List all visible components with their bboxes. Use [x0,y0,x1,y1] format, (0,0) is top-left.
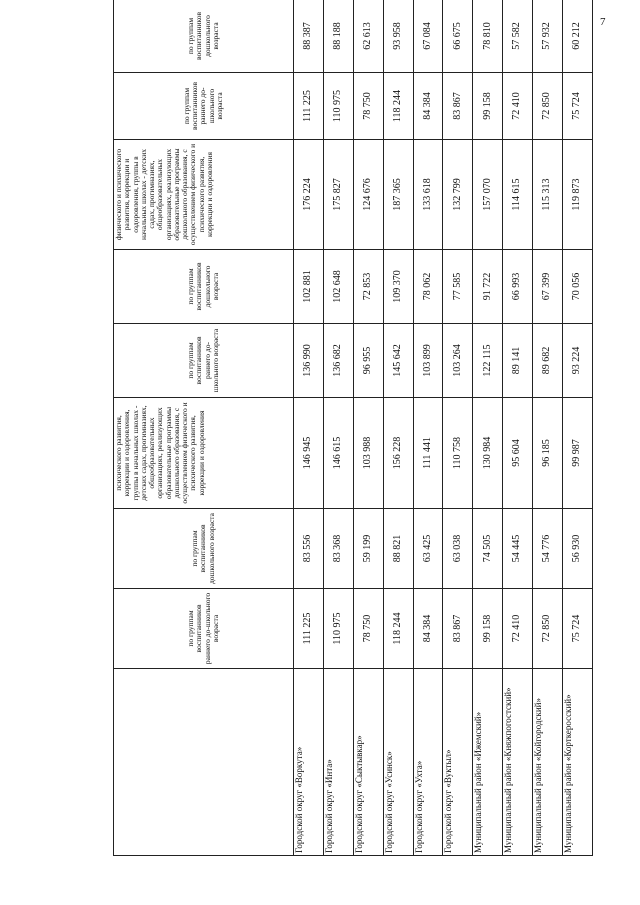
value-cell: 119 873 [563,140,593,250]
value-cell: 99 158 [473,73,503,140]
value-cell: 99 987 [563,398,593,509]
value-cell: 146 615 [323,398,353,509]
header-row [114,0,294,856]
value-cell: 88 821 [383,509,413,589]
region-name: Муниципальный район «Ижемский» [473,669,503,856]
value-cell: 99 158 [473,589,503,669]
value-cell: 122 115 [473,324,503,398]
value-cell: 187 365 [383,140,413,250]
value-cell: 75 724 [563,589,593,669]
region-name: Городской округ «Воркута» [294,669,324,856]
value-cell: 56 930 [563,509,593,589]
value-cell: 72 850 [533,73,563,140]
value-cell: 103 264 [443,324,473,398]
value-cell: 88 188 [323,0,353,73]
value-cell: 88 387 [294,0,324,73]
table-row [323,0,353,856]
value-cell: 84 384 [413,589,443,669]
value-cell: 175 827 [323,140,353,250]
value-cell: 136 682 [323,324,353,398]
value-cell: 77 585 [443,250,473,324]
table-row [533,0,563,856]
value-cell: 89 682 [533,324,563,398]
value-cell: 62 613 [353,0,383,73]
value-cell: 83 867 [443,589,473,669]
page-number: 7 [600,16,606,28]
value-cell: 54 776 [533,509,563,589]
header-cell-8: по группам воспитанников дошкольного возраста [114,0,294,73]
value-cell: 67 084 [413,0,443,73]
value-cell: 78 062 [413,250,443,324]
value-cell: 63 038 [443,509,473,589]
value-cell: 93 224 [563,324,593,398]
value-cell: 67 399 [533,250,563,324]
region-name: Городской округ «Инта» [323,669,353,856]
value-cell: 75 724 [563,73,593,140]
value-cell: 110 975 [323,589,353,669]
header-cell-4: по группам воспитанников раннего до-школьного возраста [114,324,294,398]
value-cell: 118 244 [383,73,413,140]
cost-table [113,0,593,856]
table-row [473,0,503,856]
value-cell: 110 758 [443,398,473,509]
region-name: Городской округ «Вуктыл» [443,669,473,856]
table-row [563,0,593,856]
value-cell: 110 975 [323,73,353,140]
value-cell: 157 070 [473,140,503,250]
header-cell-3: психического развития, коррекции и оздоровления, группы в начальных школах - детских садах, прогимназиях, общеобразовательных организациях, реализующих образовательные программы дошкольного образования, с осуществлением физического и психического развития, коррекции и оздоровления [114,398,294,509]
value-cell: 156 228 [383,398,413,509]
value-cell: 83 556 [294,509,324,589]
value-cell: 115 313 [533,140,563,250]
header-cell-2: по группам воспитанников дошкольного возраста [114,509,294,589]
value-cell: 60 212 [563,0,593,73]
value-cell: 66 675 [443,0,473,73]
table-row [383,0,413,856]
value-cell: 66 993 [503,250,533,324]
value-cell: 130 984 [473,398,503,509]
value-cell: 111 225 [294,589,324,669]
header-region-cell [114,669,294,856]
value-cell: 102 881 [294,250,324,324]
value-cell: 96 185 [533,398,563,509]
header-cell-5: по группам воспитанников дошкольного возраста [114,250,294,324]
value-cell: 118 244 [383,589,413,669]
value-cell: 102 648 [323,250,353,324]
header-cell-7: по группам воспитанников раннего до-школьного возраста [114,73,294,140]
value-cell: 111 441 [413,398,443,509]
value-cell: 84 384 [413,73,443,140]
value-cell: 95 604 [503,398,533,509]
value-cell: 83 867 [443,73,473,140]
region-name: Муниципальный район «Княжпогостский» [503,669,533,856]
value-cell: 78 810 [473,0,503,73]
rotated-table-container [113,0,593,856]
table-row [413,0,443,856]
region-name: Муниципальный район «Койгородский» [533,669,563,856]
value-cell: 83 368 [323,509,353,589]
value-cell: 103 988 [353,398,383,509]
region-name: Муниципальный район «Корткеросский» [563,669,593,856]
table-row [503,0,533,856]
value-cell: 103 899 [413,324,443,398]
value-cell: 176 224 [294,140,324,250]
value-cell: 111 225 [294,73,324,140]
region-name: Городской округ «Ухта» [413,669,443,856]
value-cell: 72 410 [503,589,533,669]
value-cell: 54 445 [503,509,533,589]
value-cell: 109 370 [383,250,413,324]
value-cell: 96 955 [353,324,383,398]
header-cell-6: физического и психического развития, коррекции и оздоровления, группы в начальных школах - детских садах, прогимназиях, общеобразовательных организациях, реализующих образовательные программы дошкольного образования, с осуществлением физического и психического развития, коррекции и оздоровления [114,140,294,250]
value-cell: 70 056 [563,250,593,324]
value-cell: 63 425 [413,509,443,589]
value-cell: 72 853 [353,250,383,324]
value-cell: 57 932 [533,0,563,73]
value-cell: 124 676 [353,140,383,250]
value-cell: 114 615 [503,140,533,250]
value-cell: 72 850 [533,589,563,669]
table-row [443,0,473,856]
table-row [294,0,324,856]
value-cell: 74 505 [473,509,503,589]
value-cell: 78 750 [353,73,383,140]
region-name: Городской округ «Усинск» [383,669,413,856]
value-cell: 59 199 [353,509,383,589]
value-cell: 145 642 [383,324,413,398]
value-cell: 57 582 [503,0,533,73]
value-cell: 132 799 [443,140,473,250]
value-cell: 89 141 [503,324,533,398]
value-cell: 133 618 [413,140,443,250]
value-cell: 146 945 [294,398,324,509]
value-cell: 91 722 [473,250,503,324]
value-cell: 72 410 [503,73,533,140]
value-cell: 93 958 [383,0,413,73]
header-cell-1: по группам воспитанников раннего до-школьного возраста [114,589,294,669]
value-cell: 78 750 [353,589,383,669]
value-cell: 136 990 [294,324,324,398]
region-name: Городской округ «Сыктывкар» [353,669,383,856]
table-row [353,0,383,856]
